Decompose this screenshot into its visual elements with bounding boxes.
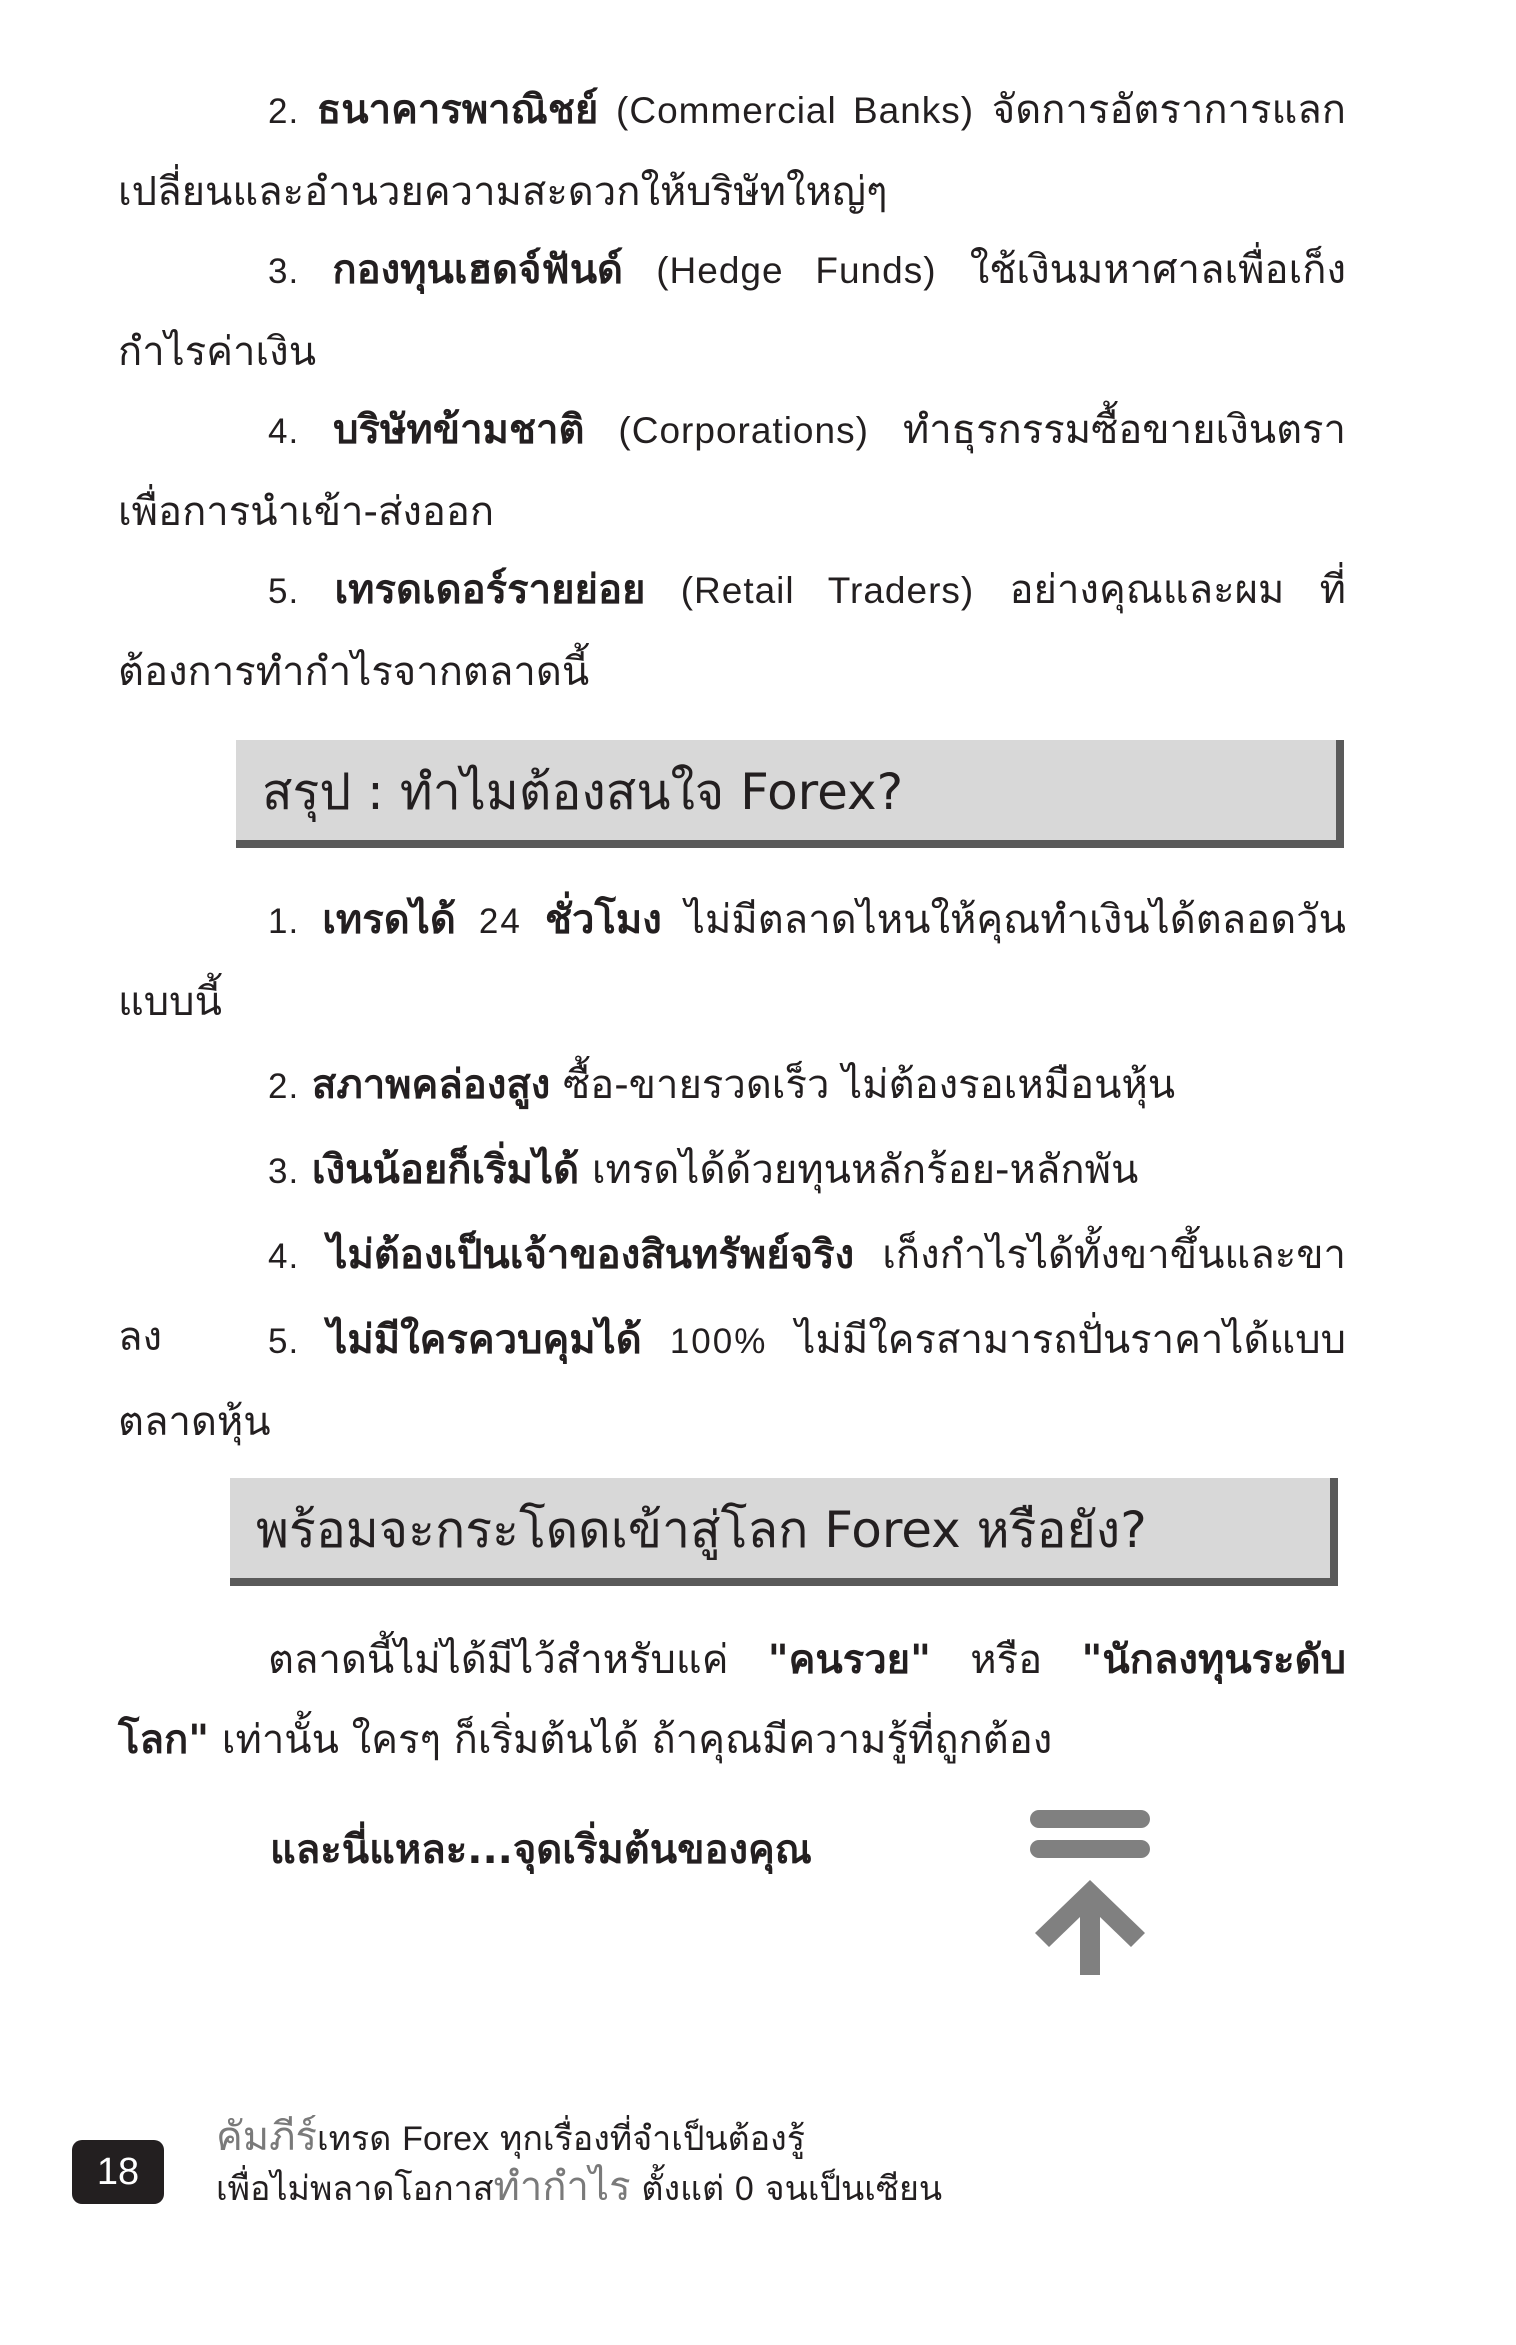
term: เทรดเดอร์รายย่อย <box>334 567 646 613</box>
summary-item-liquidity: 2. สภาพคล่องสูง ซื้อ-ขายรวดเร็ว ไม่ต้องรอเหมือนหุ้น <box>268 1062 1176 1108</box>
list-item-commercial-banks: 2. ธนาคารพาณิชย์ (Commercial Banks) จัดการอัตราการแลกเปลี่ยนและอำนวยความสะดวกให้บริษัทใหญ่ๆ <box>118 87 1347 215</box>
section-banner-ready <box>230 1478 1338 1586</box>
section-heading: พร้อมจะกระโดดเข้าสู่โลก Forex หรือยัง? <box>256 1501 1147 1559</box>
section-banner-summary <box>236 740 1344 848</box>
summary-item-24-hours: 1. เทรดได้ 24 ชั่วโมง ไม่มีตลาดไหนให้คุณทำเงินได้ตลอดวันแบบนี้ <box>118 897 1346 1025</box>
summary-item-no-manipulation: 5. ไม่มีใครควบคุมได้ 100% ไม่มีใครสามารถปั่นราคาได้แบบตลาดหุ้น <box>118 1317 1346 1445</box>
closing-line: และนี่แหละ...จุดเริ่มต้นของคุณ <box>270 1827 812 1873</box>
summary-item-no-ownership: 4. ไม่ต้องเป็นเจ้าของสินทรัพย์จริง เก็งกำไรได้ทั้งขาขึ้นและขาลง <box>118 1232 1347 1360</box>
term: ธนาคารพาณิชย์ <box>316 87 599 133</box>
term: กองทุนเฮดจ์ฟันด์ <box>332 247 624 293</box>
list-item-hedge-funds: 3. กองทุนเฮดจ์ฟันด์ (Hedge Funds) ใช้เงินมหาศาลเพื่อเก็งกำไรค่าเงิน <box>118 247 1346 375</box>
summary-item-low-capital: 3. เงินน้อยก็เริ่มได้ เทรดได้ด้วยทุนหลักร้อย-หลักพัน <box>268 1147 1139 1193</box>
list-item-retail-traders: 5. เทรดเดอร์รายย่อย (Retail Traders) อย่างคุณและผม ที่ต้องการทำกำไรจากตลาดนี้ <box>118 567 1347 695</box>
page-number: 18 <box>72 2140 164 2204</box>
section-heading: สรุป : ทำไมต้องสนใจ Forex? <box>262 763 904 821</box>
book-title-line1: คัมภีร์เทรด Forex ทุกเรื่องที่จำเป็นต้องรู้ <box>216 2114 806 2160</box>
term: บริษัทข้ามชาติ <box>333 407 585 453</box>
book-title-line2: เพื่อไม่พลาดโอกาสทำกำไร ตั้งแต่ 0 จนเป็นเซียน <box>216 2164 943 2210</box>
scroll-to-top-arrow-icon[interactable] <box>1025 1805 1155 1980</box>
list-item-corporations: 4. บริษัทข้ามชาติ (Corporations) ทำธุรกรรมซื้อขายเงินตราเพื่อการนำเข้า-ส่งออก <box>118 407 1346 535</box>
closing-paragraph: ตลาดนี้ไม่ได้มีไว้สำหรับแค่ "คนรวย" หรือ "นักลงทุนระดับโลก" เท่านั้น ใครๆ ก็เริ่มต้นได้ ถ้าคุณมีความรู้ที่ถูกต้อง <box>118 1637 1346 1763</box>
